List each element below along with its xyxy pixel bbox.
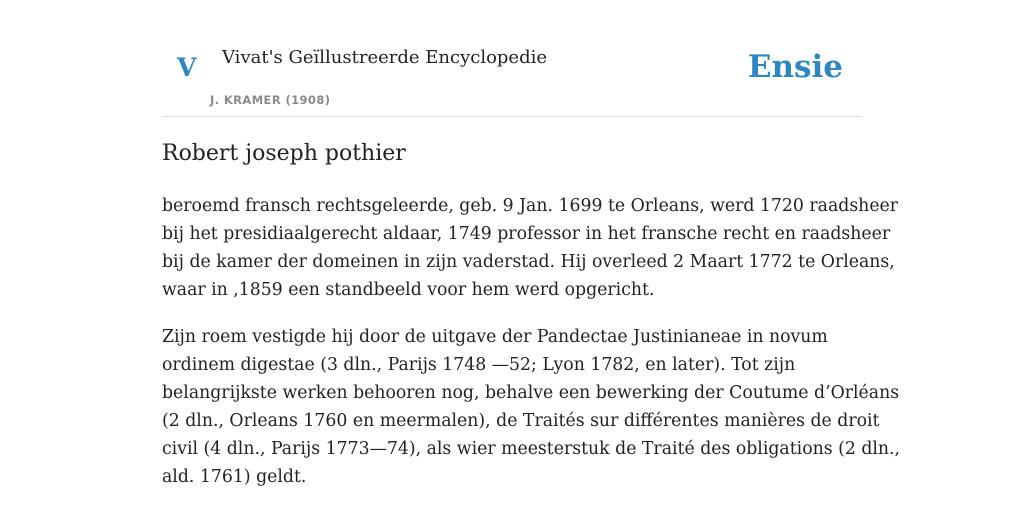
page-header <box>162 0 862 117</box>
publication-author: J. KRAMER (1908) <box>210 93 331 107</box>
paragraph-2 <box>162 323 901 491</box>
paragraph-1 <box>162 192 899 304</box>
paragraph-line: bij het presidiaalgerecht aldaar, 1749 professor in het fransche recht en raadsheer <box>162 224 891 244</box>
entry-content <box>162 192 901 510</box>
paragraph-line: bij de kamer der domeinen in zijn vaderstad. Hij overleed 2 Maart 1772 te Orleans, <box>162 252 895 272</box>
publication-logo[interactable]: V <box>177 53 197 82</box>
entry-title: Robert joseph pothier <box>162 141 406 166</box>
publication-title[interactable]: Vivat's Geïllustreerde Encyclopedie <box>222 47 548 68</box>
paragraph-line: Zijn roem vestigde hij door de uitgave der Pandectae Justinianeae in novum <box>162 327 828 347</box>
paragraph-line: ald. 1761) geldt. <box>162 467 307 487</box>
paragraph-line: (2 dln., Orleans 1760 en meermalen), de Traités sur différentes manières de droit <box>162 411 880 431</box>
paragraph-line: ordinem digestae (3 dln., Parijs 1748 —52; Lyon 1782, en later). Tot zijn <box>162 355 796 375</box>
paragraph-line: belangrijkste werken behooren nog, behalve een bewerking der Coutume d’Orléans <box>162 383 900 403</box>
paragraph-line: civil (4 dln., Parijs 1773—74), als wier meesterstuk de Traité des obligations (2 dln., <box>162 439 901 459</box>
ensie-logo-link[interactable]: Ensie <box>747 49 843 85</box>
paragraph-line: beroemd fransch rechtsgeleerde, geb. 9 Jan. 1699 te Orleans, werd 1720 raadsheer <box>162 196 899 216</box>
paragraph-line: waar in ,1859 een standbeeld voor hem werd opgericht. <box>162 280 655 300</box>
